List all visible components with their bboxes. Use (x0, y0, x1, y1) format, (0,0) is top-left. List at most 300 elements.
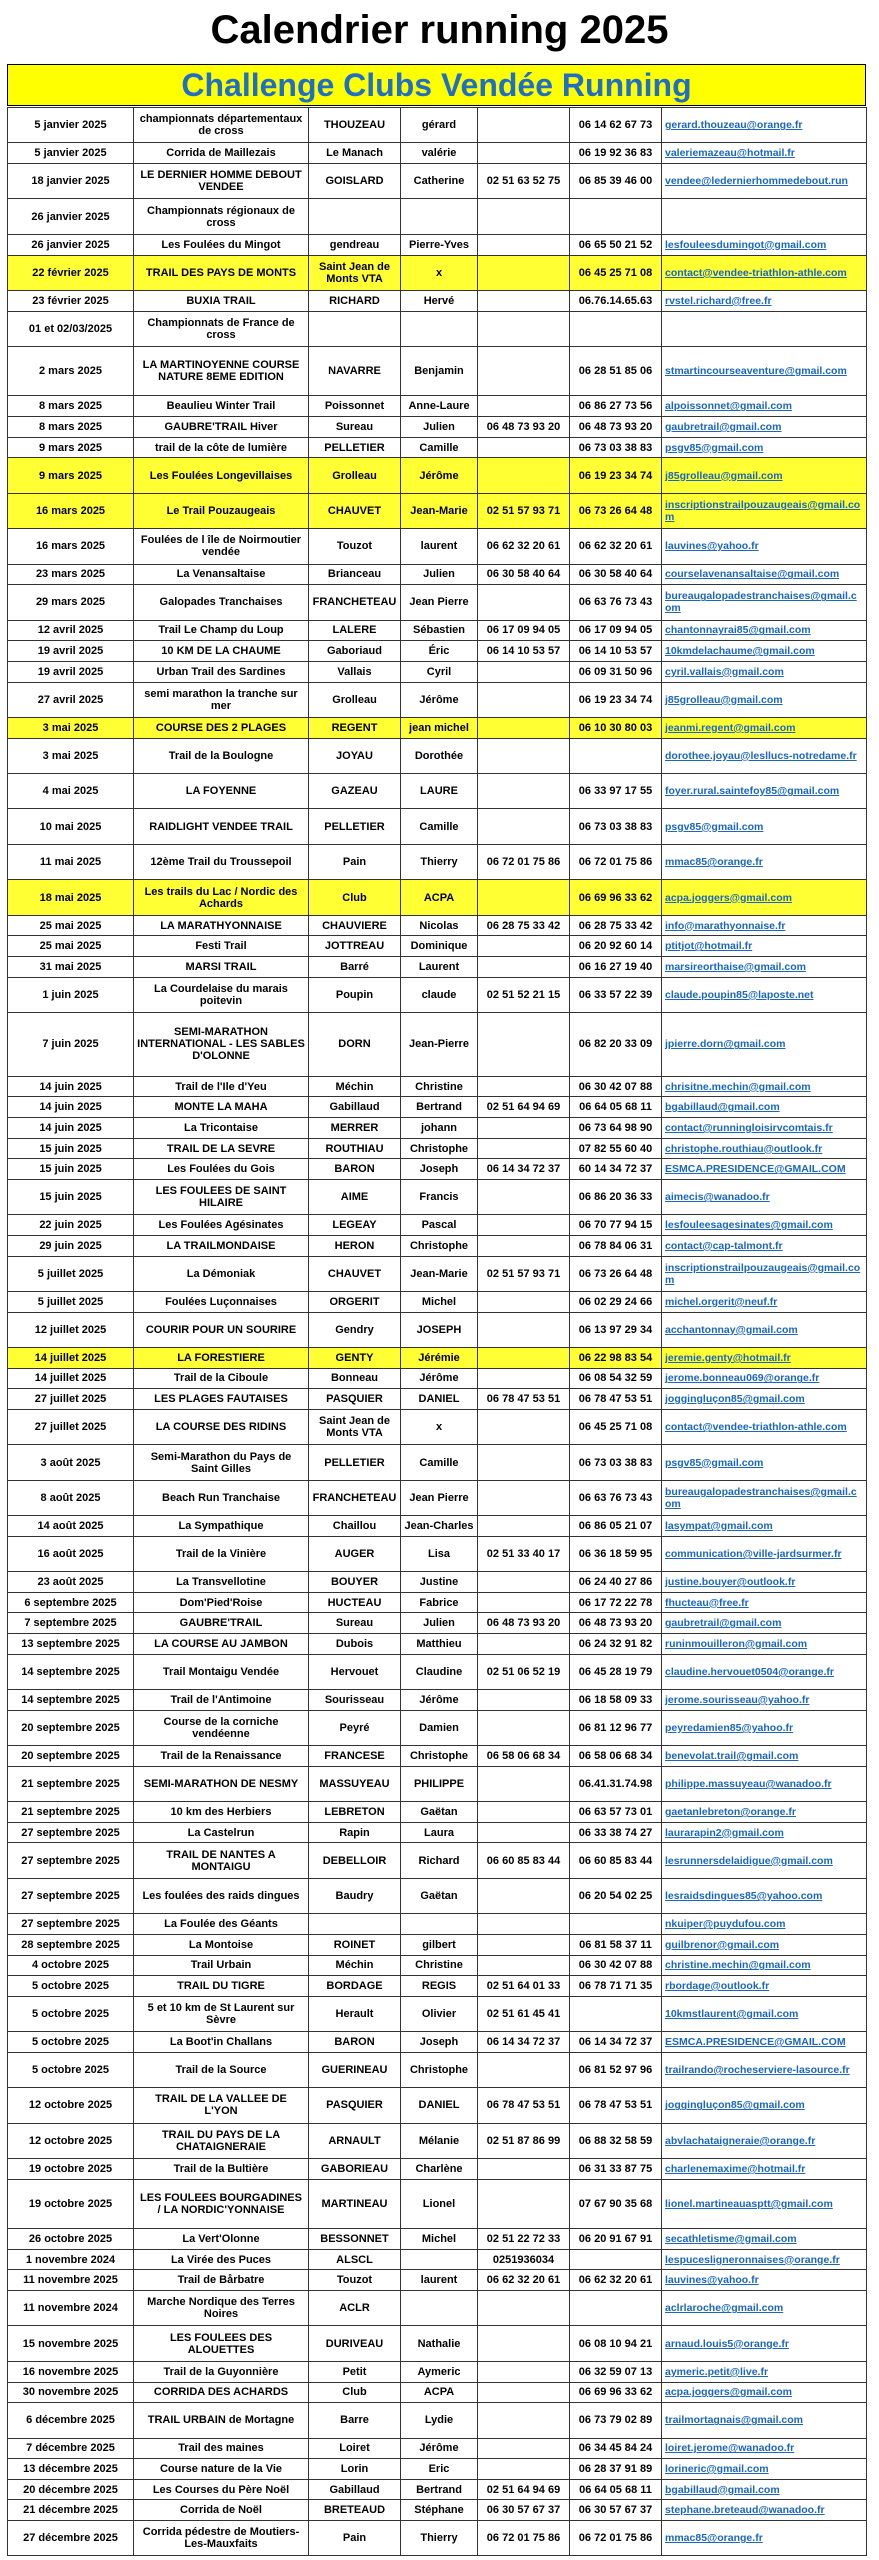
event-email[interactable]: laurarapin2@gmail.com (662, 1822, 867, 1843)
event-phone-2: 06 19 92 36 83 (570, 143, 662, 164)
event-email[interactable]: lasympat@gmail.com (662, 1516, 867, 1537)
event-phone-2 (570, 1996, 662, 2031)
event-email[interactable]: jpierre.dorn@gmail.com (662, 1013, 867, 1077)
event-date: 30 novembre 2025 (8, 2382, 134, 2403)
event-email[interactable]: ESMCA.PRESIDENCE@GMAIL.COM (662, 1159, 867, 1180)
table-row (8, 1445, 867, 1480)
event-phone-2: 06 65 50 21 52 (570, 234, 662, 255)
event-email[interactable]: courselavenansaltaise@gmail.com (662, 564, 867, 585)
event-email[interactable]: chantonnayrai85@gmail.com (662, 620, 867, 641)
event-email[interactable]: aclrlaroche@gmail.com (662, 2291, 867, 2326)
event-date: 16 mars 2025 (8, 529, 134, 564)
event-date: 14 juin 2025 (8, 1097, 134, 1118)
event-phone-2: 06 14 62 67 73 (570, 108, 662, 143)
event-name: Foulées de l île de Noirmoutier vendée (134, 529, 309, 564)
table-row (8, 108, 867, 143)
event-phone-1 (478, 1934, 570, 1955)
event-contact-firstname: ACPA (401, 880, 478, 915)
event-name: CORRIDA DES ACHARDS (134, 2382, 309, 2403)
event-phone-2: 07 67 90 35 68 (570, 2179, 662, 2228)
event-email[interactable]: lesraidsdingues85@yahoo.com (662, 1878, 867, 1913)
event-phone-2: 06 86 05 21 07 (570, 1516, 662, 1537)
event-phone-1 (478, 1914, 570, 1935)
event-contact-firstname: Christophe (401, 1235, 478, 1256)
event-contact-firstname: PHILIPPE (401, 1766, 478, 1801)
event-phone-2: 06 63 57 73 01 (570, 1802, 662, 1823)
table-row (8, 738, 867, 773)
event-organizer: Grolleau (309, 682, 401, 717)
event-name: GAUBRE'TRAIL (134, 1613, 309, 1634)
event-date: 12 juillet 2025 (8, 1312, 134, 1347)
event-email[interactable]: jeremie.genty@hotmail.fr (662, 1348, 867, 1369)
event-phone-1 (478, 234, 570, 255)
event-email[interactable]: jerome.bonneau069@orange.fr (662, 1368, 867, 1389)
event-email[interactable]: acpa.joggers@gmail.com (662, 880, 867, 915)
event-organizer: DORN (309, 1013, 401, 1077)
event-email[interactable]: lorineric@gmail.com (662, 2459, 867, 2480)
event-phone-1 (478, 809, 570, 844)
event-email[interactable]: trailrando@rocheserviere-lasource.fr (662, 2052, 867, 2087)
event-date: 7 décembre 2025 (8, 2438, 134, 2459)
event-date: 26 octobre 2025 (8, 2229, 134, 2250)
event-email[interactable]: lesfouleesdumingot@gmail.com (662, 234, 867, 255)
event-email[interactable]: lionel.martineauasptt@gmail.com (662, 2179, 867, 2228)
event-phone-1: 02 51 87 86 99 (478, 2123, 570, 2158)
event-date: 21 décembre 2025 (8, 2500, 134, 2521)
event-email[interactable]: chrisitne.mechin@gmail.com (662, 1076, 867, 1097)
event-phone-2: 06 86 27 73 56 (570, 396, 662, 417)
event-organizer: Saint Jean de Monts VTA (309, 1409, 401, 1444)
event-organizer: FRANCHETEAU (309, 1480, 401, 1515)
event-phone-2: 06 09 31 50 96 (570, 661, 662, 682)
event-contact-firstname: Sébastien (401, 620, 478, 641)
event-name: Festi Trail (134, 936, 309, 957)
event-email[interactable]: aimecis@wanadoo.fr (662, 1179, 867, 1214)
event-date: 20 décembre 2025 (8, 2479, 134, 2500)
event-name: Les trails du Lac / Nordic des Achards (134, 880, 309, 915)
event-date: 20 septembre 2025 (8, 1746, 134, 1767)
event-organizer: gendreau (309, 234, 401, 255)
event-email[interactable]: guilbrenor@gmail.com (662, 1934, 867, 1955)
event-email[interactable]: mmac85@orange.fr (662, 844, 867, 879)
event-name: Semi-Marathon du Pays de Saint Gilles (134, 1445, 309, 1480)
event-email[interactable]: vendee@ledernierhommedebout.run (662, 164, 867, 199)
event-phone-2: 06 73 26 64 48 (570, 1256, 662, 1291)
event-name: LA FOYENNE (134, 773, 309, 808)
event-organizer: MARTINEAU (309, 2179, 401, 2228)
event-contact-firstname: Christophe (401, 1138, 478, 1159)
event-name: Trail de l'Ile d'Yeu (134, 1076, 309, 1097)
event-contact-firstname: Eric (401, 2459, 478, 2480)
event-email[interactable]: contact@vendee-triathlon-athle.com (662, 255, 867, 290)
event-email[interactable]: mmac85@orange.fr (662, 2520, 867, 2555)
table-row (8, 773, 867, 808)
event-email[interactable]: christine.mechin@gmail.com (662, 1955, 867, 1976)
event-date: 27 septembre 2025 (8, 1878, 134, 1913)
event-name: Les foulées des raids dingues (134, 1878, 309, 1913)
table-row (8, 1955, 867, 1976)
event-email[interactable]: inscriptionstrailpouzaugeais@gmail.com (662, 493, 867, 528)
event-date: 14 septembre 2025 (8, 1690, 134, 1711)
event-email[interactable]: rbordage@outlook.fr (662, 1976, 867, 1997)
event-organizer: RICHARD (309, 290, 401, 311)
page-subtitle: Challenge Clubs Vendée Running (7, 64, 866, 106)
event-email[interactable]: acpa.joggers@gmail.com (662, 2382, 867, 2403)
event-phone-1 (478, 936, 570, 957)
event-phone-2: 06 78 47 53 51 (570, 2088, 662, 2123)
event-email[interactable]: communication@ville-jardsurmer.fr (662, 1536, 867, 1571)
event-email[interactable]: justine.bouyer@outlook.fr (662, 1572, 867, 1593)
event-name: championnats départementaux de cross (134, 108, 309, 143)
event-phone-1: 02 51 57 93 71 (478, 1256, 570, 1291)
event-phone-1 (478, 1592, 570, 1613)
event-phone-1: 06 72 01 75 86 (478, 844, 570, 879)
event-phone-1 (478, 396, 570, 417)
event-name: SEMI-MARATHON DE NESMY (134, 1766, 309, 1801)
event-email[interactable]: psgv85@gmail.com (662, 1445, 867, 1480)
event-contact-firstname: Benjamin (401, 347, 478, 396)
event-organizer: Vallais (309, 661, 401, 682)
table-row (8, 2052, 867, 2087)
event-phone-2: 06 34 45 84 24 (570, 2438, 662, 2459)
event-phone-1 (478, 437, 570, 458)
event-name: LE DERNIER HOMME DEBOUT VENDEE (134, 164, 309, 199)
event-name: Trail de la Source (134, 2052, 309, 2087)
event-date: 19 octobre 2025 (8, 2179, 134, 2228)
event-email[interactable]: dorothee.joyau@lesllucs-notredame.fr (662, 738, 867, 773)
event-contact-firstname: Pascal (401, 1215, 478, 1236)
event-email[interactable]: christophe.routhiau@outlook.fr (662, 1138, 867, 1159)
event-phone-1: 02 51 63 52 75 (478, 164, 570, 199)
event-organizer: Le Manach (309, 143, 401, 164)
event-phone-2 (570, 199, 662, 234)
table-row (8, 234, 867, 255)
event-email[interactable]: lesfouleesagesinates@gmail.com (662, 1215, 867, 1236)
event-phone-2 (570, 311, 662, 346)
event-name: 10 KM DE LA CHAUME (134, 641, 309, 662)
table-row (8, 2479, 867, 2500)
event-email[interactable]: claude.poupin85@laposte.net (662, 977, 867, 1012)
event-contact-firstname: Fabrice (401, 1592, 478, 1613)
event-organizer: LEGEAY (309, 1215, 401, 1236)
event-phone-2: 06 45 25 71 08 (570, 255, 662, 290)
table-row (8, 2520, 867, 2555)
event-email[interactable]: jerome.sourisseau@yahoo.fr (662, 1690, 867, 1711)
event-date: 27 décembre 2025 (8, 2520, 134, 2555)
event-email[interactable]: contact@runningloisirvcomtais.fr (662, 1118, 867, 1139)
event-email[interactable]: contact@cap-talmont.fr (662, 1235, 867, 1256)
event-email[interactable]: lauvines@yahoo.fr (662, 529, 867, 564)
event-phone-2: 06 10 30 80 03 (570, 717, 662, 738)
event-name: Course nature de la Vie (134, 2459, 309, 2480)
event-contact-firstname: Julien (401, 1613, 478, 1634)
table-row (8, 2403, 867, 2438)
event-date: 14 août 2025 (8, 1516, 134, 1537)
table-row (8, 2159, 867, 2180)
event-phone-2: 06 08 10 94 21 (570, 2326, 662, 2361)
event-email[interactable]: loiret.jerome@wanadoo.fr (662, 2438, 867, 2459)
event-phone-2: 06 30 57 67 37 (570, 2500, 662, 2521)
event-email[interactable]: rvstel.richard@free.fr (662, 290, 867, 311)
event-date: 5 octobre 2025 (8, 2052, 134, 2087)
event-phone-2: 06 81 52 97 96 (570, 2052, 662, 2087)
events-table (7, 107, 867, 2556)
event-phone-1: 02 51 64 94 69 (478, 1097, 570, 1118)
event-organizer: Pain (309, 2520, 401, 2555)
event-date: 5 juillet 2025 (8, 1256, 134, 1291)
event-date: 12 avril 2025 (8, 620, 134, 641)
table-row (8, 1592, 867, 1613)
event-organizer: HERON (309, 1235, 401, 1256)
table-row (8, 1613, 867, 1634)
event-email[interactable]: 10kmdelachaume@gmail.com (662, 641, 867, 662)
event-date: 7 septembre 2025 (8, 1613, 134, 1634)
table-row (8, 493, 867, 528)
event-organizer: ACLR (309, 2291, 401, 2326)
event-phone-1: 06 72 01 75 86 (478, 2520, 570, 2555)
event-phone-1 (478, 1138, 570, 1159)
table-row (8, 915, 867, 936)
event-email[interactable]: psgv85@gmail.com (662, 809, 867, 844)
event-phone-2: 06 58 06 68 34 (570, 1746, 662, 1767)
event-organizer (309, 1914, 401, 1935)
event-date: 31 mai 2025 (8, 956, 134, 977)
event-phone-2: 06 85 39 46 00 (570, 164, 662, 199)
event-email[interactable]: lespucesligneronnaises@orange.fr (662, 2249, 867, 2270)
event-email[interactable]: contact@vendee-triathlon-athle.com (662, 1409, 867, 1444)
table-row (8, 2229, 867, 2250)
event-email[interactable]: alpoissonnet@gmail.com (662, 396, 867, 417)
event-phone-1: 06 62 32 20 61 (478, 529, 570, 564)
event-email[interactable]: runinmouilleron@gmail.com (662, 1634, 867, 1655)
event-email[interactable]: j85grolleau@gmail.com (662, 458, 867, 493)
event-phone-2: 06 28 51 85 06 (570, 347, 662, 396)
event-date: 23 mars 2025 (8, 564, 134, 585)
event-email[interactable]: info@marathyonnaise.fr (662, 915, 867, 936)
event-email[interactable]: lesrunnersdelaidigue@gmail.com (662, 1843, 867, 1878)
event-name: LA FORESTIERE (134, 1348, 309, 1369)
event-email[interactable]: stmartincourseaventure@gmail.com (662, 347, 867, 396)
event-email[interactable]: jeanmi.regent@gmail.com (662, 717, 867, 738)
event-date: 3 mai 2025 (8, 717, 134, 738)
event-date: 26 janvier 2025 (8, 234, 134, 255)
event-organizer: GENTY (309, 1348, 401, 1369)
event-organizer: Touzot (309, 529, 401, 564)
event-contact-firstname: Jérôme (401, 1690, 478, 1711)
event-organizer: Poissonnet (309, 396, 401, 417)
event-contact-firstname: Charlène (401, 2159, 478, 2180)
event-organizer: GAZEAU (309, 773, 401, 808)
event-name: trail de la côte de lumière (134, 437, 309, 458)
event-name: LES FOULEES BOURGADINES / LA NORDIC'YONNAISE (134, 2179, 309, 2228)
table-row (8, 977, 867, 1012)
event-name: Galopades Tranchaises (134, 585, 309, 620)
event-contact-firstname: Michel (401, 2229, 478, 2250)
event-phone-2: 06 60 85 83 44 (570, 1843, 662, 1878)
event-email[interactable]: gaetanlebreton@orange.fr (662, 1802, 867, 1823)
event-email[interactable]: ESMCA.PRESIDENCE@GMAIL.COM (662, 2032, 867, 2053)
event-name: Foulées Luçonnaises (134, 1292, 309, 1313)
event-email[interactable]: peyredamien85@yahoo.fr (662, 1710, 867, 1745)
event-phone-2: 06 72 01 75 86 (570, 844, 662, 879)
event-email[interactable]: marsireorthaise@gmail.com (662, 956, 867, 977)
event-phone-1 (478, 1878, 570, 1913)
event-contact-firstname: johann (401, 1118, 478, 1139)
event-organizer: Petit (309, 2361, 401, 2382)
event-organizer: Gabillaud (309, 2479, 401, 2500)
event-name: Le Trail Pouzaugeais (134, 493, 309, 528)
event-email[interactable]: j85grolleau@gmail.com (662, 682, 867, 717)
event-email[interactable]: claudine.hervouet0504@orange.fr (662, 1654, 867, 1689)
event-phone-2: 06 30 58 40 64 (570, 564, 662, 585)
event-contact-firstname: Anne-Laure (401, 396, 478, 417)
event-contact-firstname: Thierry (401, 2520, 478, 2555)
event-organizer: Lorin (309, 2459, 401, 2480)
event-phone-1 (478, 1235, 570, 1256)
event-date: 16 août 2025 (8, 1536, 134, 1571)
event-email[interactable]: psgv85@gmail.com (662, 437, 867, 458)
event-contact-firstname: Jérémie (401, 1348, 478, 1369)
event-email[interactable]: secathletisme@gmail.com (662, 2229, 867, 2250)
table-row (8, 1215, 867, 1236)
event-organizer: THOUZEAU (309, 108, 401, 143)
event-name: LA COURSE DES RIDINS (134, 1409, 309, 1444)
table-row (8, 2438, 867, 2459)
event-email[interactable]: benevolat.trail@gmail.com (662, 1746, 867, 1767)
event-phone-2: 06 48 73 93 20 (570, 1613, 662, 1634)
event-email[interactable]: gerard.thouzeau@orange.fr (662, 108, 867, 143)
table-row (8, 290, 867, 311)
event-date: 15 novembre 2025 (8, 2326, 134, 2361)
event-phone-1: 02 51 61 45 41 (478, 1996, 570, 2031)
event-phone-1: 06 28 75 33 42 (478, 915, 570, 936)
event-organizer: MERRER (309, 1118, 401, 1139)
event-phone-2: 06 30 42 07 88 (570, 1955, 662, 1976)
event-email[interactable]: gaubretrail@gmail.com (662, 1613, 867, 1634)
event-email[interactable]: inscriptionstrailpouzaugeais@gmail.com (662, 1256, 867, 1291)
event-email[interactable]: nkuiper@puydufou.com (662, 1914, 867, 1935)
table-row (8, 844, 867, 879)
event-email[interactable]: cyril.vallais@gmail.com (662, 661, 867, 682)
table-row (8, 1746, 867, 1767)
event-date: 27 juillet 2025 (8, 1389, 134, 1410)
event-organizer: Barré (309, 956, 401, 977)
event-email[interactable]: joggingluçon85@gmail.com (662, 2088, 867, 2123)
event-name: La Vert'Olonne (134, 2229, 309, 2250)
event-email[interactable]: bureaugalopadestranchaises@gmail.com (662, 585, 867, 620)
event-email[interactable]: lauvines@yahoo.fr (662, 2270, 867, 2291)
event-phone-1: 06 48 73 93 20 (478, 1613, 570, 1634)
table-row (8, 2088, 867, 2123)
event-email[interactable]: trailmortagnais@gmail.com (662, 2403, 867, 2438)
event-phone-2: 06 20 92 60 14 (570, 936, 662, 957)
event-date: 14 juin 2025 (8, 1118, 134, 1139)
event-phone-1: 06 30 58 40 64 (478, 564, 570, 585)
event-phone-2 (570, 2291, 662, 2326)
table-row (8, 2249, 867, 2270)
event-phone-1 (478, 2291, 570, 2326)
event-date: 3 août 2025 (8, 1445, 134, 1480)
table-row (8, 1409, 867, 1444)
event-email[interactable]: 10kmstlaurent@gmail.com (662, 1996, 867, 2031)
event-phone-1 (478, 1710, 570, 1745)
table-row (8, 1822, 867, 1843)
event-name: Trail de la Bultière (134, 2159, 309, 2180)
event-email[interactable]: gaubretrail@gmail.com (662, 417, 867, 438)
event-email[interactable]: arnaud.louis5@orange.fr (662, 2326, 867, 2361)
event-email[interactable]: michel.orgerit@neuf.fr (662, 1292, 867, 1313)
event-email[interactable]: stephane.breteaud@wanadoo.fr (662, 2500, 867, 2521)
event-contact-firstname: Justine (401, 1572, 478, 1593)
event-name: Beaulieu Winter Trail (134, 396, 309, 417)
event-email[interactable]: foyer.rural.saintefoy85@gmail.com (662, 773, 867, 808)
event-email[interactable]: bgabillaud@gmail.com (662, 2479, 867, 2500)
event-contact-firstname: Christophe (401, 2052, 478, 2087)
event-name: 5 et 10 km de St Laurent sur Sèvre (134, 1996, 309, 2031)
event-date: 21 septembre 2025 (8, 1766, 134, 1801)
event-contact-firstname: Camille (401, 437, 478, 458)
event-contact-firstname: ACPA (401, 2382, 478, 2403)
event-name: Les Foulées du Mingot (134, 234, 309, 255)
event-date: 14 juillet 2025 (8, 1368, 134, 1389)
table-row (8, 2179, 867, 2228)
event-email[interactable]: abvlachataigneraie@orange.fr (662, 2123, 867, 2158)
event-organizer: DURIVEAU (309, 2326, 401, 2361)
event-date: 13 septembre 2025 (8, 1634, 134, 1655)
event-email[interactable]: ptitjot@hotmail.fr (662, 936, 867, 957)
event-date: 5 octobre 2025 (8, 1996, 134, 2031)
event-phone-2: 06 48 73 93 20 (570, 417, 662, 438)
event-email[interactable]: bgabillaud@gmail.com (662, 1097, 867, 1118)
event-organizer: Bonneau (309, 1368, 401, 1389)
event-email[interactable]: fhucteau@free.fr (662, 1592, 867, 1613)
event-phone-2: 06 81 58 37 11 (570, 1934, 662, 1955)
event-organizer: BOUYER (309, 1572, 401, 1593)
event-email[interactable]: acchantonnay@gmail.com (662, 1312, 867, 1347)
event-phone-2: 06 20 54 02 25 (570, 1878, 662, 1913)
event-email (662, 311, 867, 346)
table-row (8, 347, 867, 396)
event-phone-2: 06 20 91 67 91 (570, 2229, 662, 2250)
event-phone-1 (478, 880, 570, 915)
event-contact-firstname (401, 199, 478, 234)
event-date: 27 septembre 2025 (8, 1822, 134, 1843)
event-name: La Courdelaise du marais poitevin (134, 977, 309, 1012)
table-row (8, 417, 867, 438)
event-name: Course de la corniche vendéenne (134, 1710, 309, 1745)
event-organizer: JOYAU (309, 738, 401, 773)
table-row (8, 1138, 867, 1159)
event-email[interactable]: aymeric.petit@live.fr (662, 2361, 867, 2382)
table-row (8, 458, 867, 493)
event-date: 3 mai 2025 (8, 738, 134, 773)
event-email[interactable]: valeriemazeau@hotmail.fr (662, 143, 867, 164)
event-date: 6 décembre 2025 (8, 2403, 134, 2438)
event-date: 16 novembre 2025 (8, 2361, 134, 2382)
event-name: TRAIL DE LA VALLEE DE L'YON (134, 2088, 309, 2123)
event-email[interactable]: charlenemaxime@hotmail.fr (662, 2159, 867, 2180)
event-name: La Boot'in Challans (134, 2032, 309, 2053)
event-email[interactable]: philippe.massuyeau@wanadoo.fr (662, 1766, 867, 1801)
event-name: Trail de la Vinière (134, 1536, 309, 1571)
event-phone-1 (478, 458, 570, 493)
event-email[interactable]: joggingluçon85@gmail.com (662, 1389, 867, 1410)
event-organizer: Brianceau (309, 564, 401, 585)
event-email[interactable]: bureaugalopadestranchaises@gmail.com (662, 1480, 867, 1515)
event-phone-1 (478, 255, 570, 290)
events-table-body (8, 108, 867, 2556)
table-row (8, 1843, 867, 1878)
